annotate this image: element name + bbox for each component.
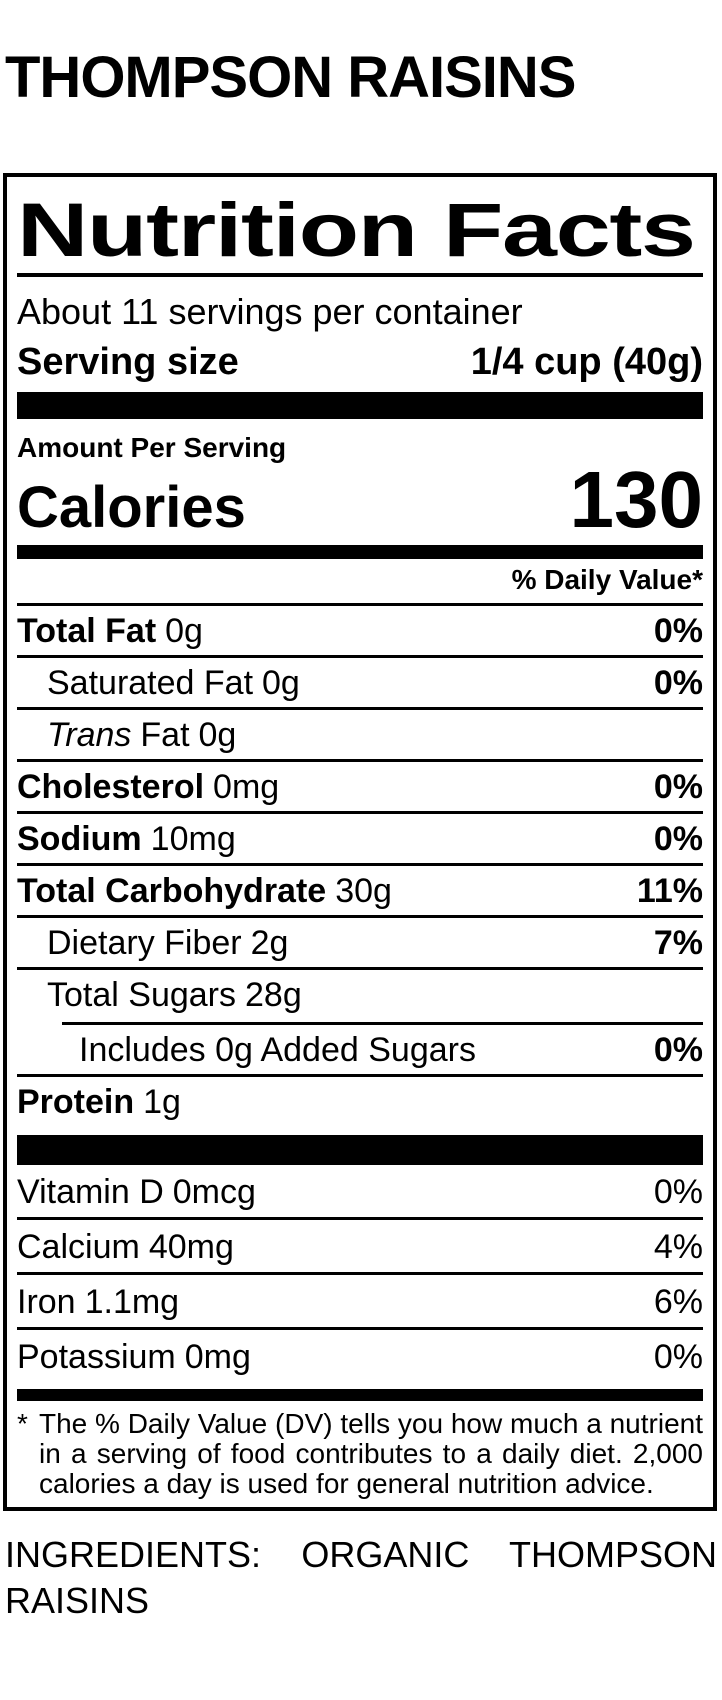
nutrient-amount: 0g xyxy=(262,664,300,702)
nutrient-amount: 40mg xyxy=(148,1228,234,1266)
daily-value-footnote xyxy=(17,1409,703,1507)
calories-row xyxy=(17,455,703,544)
nutrient-name: Dietary Fiber xyxy=(47,924,242,962)
nutrient-name: Total Fat xyxy=(17,612,157,650)
nutrient-row-dietary-fiber xyxy=(17,918,703,970)
nutrient-dv: 0% xyxy=(653,768,703,806)
nutrient-dv: 0% xyxy=(653,820,703,858)
nutrient-dv: 0% xyxy=(653,1031,703,1069)
nutrient-amount: 30g xyxy=(335,872,392,910)
nutrient-amount: 0mg xyxy=(213,768,280,806)
nutrient-name: Saturated Fat xyxy=(47,664,254,702)
nutrient-name: Vitamin D xyxy=(17,1173,164,1211)
nutrient-name: Potassium xyxy=(17,1338,176,1376)
nutrient-amount: 0g xyxy=(165,612,203,650)
nutrient-name-italic: Trans xyxy=(47,716,132,754)
nutrient-name: Total Carbohydrate xyxy=(17,872,327,910)
nutrient-row-sodium xyxy=(17,814,703,866)
separator-bar-footnote xyxy=(17,1389,703,1401)
nutrient-name: Total Sugars xyxy=(47,976,236,1014)
ingredients-statement: INGREDIENTS: ORGANIC THOMPSON RAISINS xyxy=(5,1534,717,1621)
micronutrient-row-calcium xyxy=(17,1220,703,1275)
nutrient-amount: 2g xyxy=(250,924,289,962)
nutrient-row-saturated-fat xyxy=(17,658,703,710)
micronutrient-row-potassium xyxy=(17,1330,703,1384)
nutrient-dv: 0% xyxy=(653,612,703,650)
separator-bar-thick-protein xyxy=(17,1135,703,1165)
nutrient-name: Fat xyxy=(140,716,190,754)
micronutrient-row-vitamin-d xyxy=(17,1165,703,1220)
nutrient-amount: 10mg xyxy=(150,820,236,858)
separator-bar-thick xyxy=(17,392,703,419)
serving-size-label: Serving size xyxy=(17,341,239,383)
daily-value-header: % Daily Value* xyxy=(17,563,703,606)
nutrient-row-cholesterol xyxy=(17,762,703,814)
serving-size-row xyxy=(17,339,703,385)
footnote-asterisk: * xyxy=(17,1408,28,1439)
nutrient-name: Sodium xyxy=(17,820,142,858)
nutrient-amount: 0mg xyxy=(184,1338,251,1376)
nutrient-row-total-carbohydrate xyxy=(17,866,703,918)
nutrition-facts-title xyxy=(17,188,703,273)
title-rule xyxy=(17,273,703,277)
nutrient-row-total-fat xyxy=(17,606,703,658)
nutrient-dv: 6% xyxy=(653,1283,703,1321)
separator-bar-medium xyxy=(17,545,703,559)
nutrient-amount: 0mcg xyxy=(172,1173,256,1211)
serving-size-value: 1/4 cup (40g) xyxy=(470,341,703,383)
nutrient-dv: 0% xyxy=(653,1173,703,1211)
nutrient-row-protein xyxy=(17,1077,703,1129)
footnote-text: The % Daily Value (DV) tells you how much a nutrient in a serving of food contributes to a daily diet. 2,000 calories a day is used for general nutrition advice. xyxy=(39,1408,703,1499)
product-title: THOMPSON RAISINS xyxy=(5,45,576,110)
nutrient-amount: 0g xyxy=(198,716,237,754)
nutrient-name: Iron xyxy=(17,1283,76,1321)
servings-per-container: About 11 servings per container xyxy=(17,291,523,332)
nutrient-name: Calcium xyxy=(17,1228,140,1266)
nutrient-name: Protein xyxy=(17,1083,135,1121)
nutrient-row-added-sugars xyxy=(17,1025,703,1077)
micronutrient-row-iron xyxy=(17,1275,703,1330)
nutrient-dv: 4% xyxy=(653,1228,703,1266)
amount-per-serving: Amount Per Serving xyxy=(17,432,287,463)
calories-label: Calories xyxy=(17,475,246,540)
nutrient-name: Cholesterol xyxy=(17,768,205,806)
nutrient-amount: 1g xyxy=(143,1083,181,1121)
nutrient-dv: 0% xyxy=(653,664,703,702)
nutrient-row-total-sugars xyxy=(17,970,703,1022)
nutrient-dv: 0% xyxy=(653,1338,703,1376)
nutrient-amount: 28g xyxy=(245,976,302,1014)
nutrition-facts-title-text: Nutrition Facts xyxy=(17,188,695,273)
nutrient-dv: 11% xyxy=(636,872,703,910)
nutrient-row-trans-fat xyxy=(17,710,703,762)
nutrient-name: Includes 0g Added Sugars xyxy=(79,1031,476,1069)
calories-value: 130 xyxy=(569,455,703,544)
nutrient-amount: 1.1mg xyxy=(84,1283,180,1321)
nutrition-facts-label xyxy=(3,173,717,1511)
nutrient-dv: 7% xyxy=(653,924,703,962)
